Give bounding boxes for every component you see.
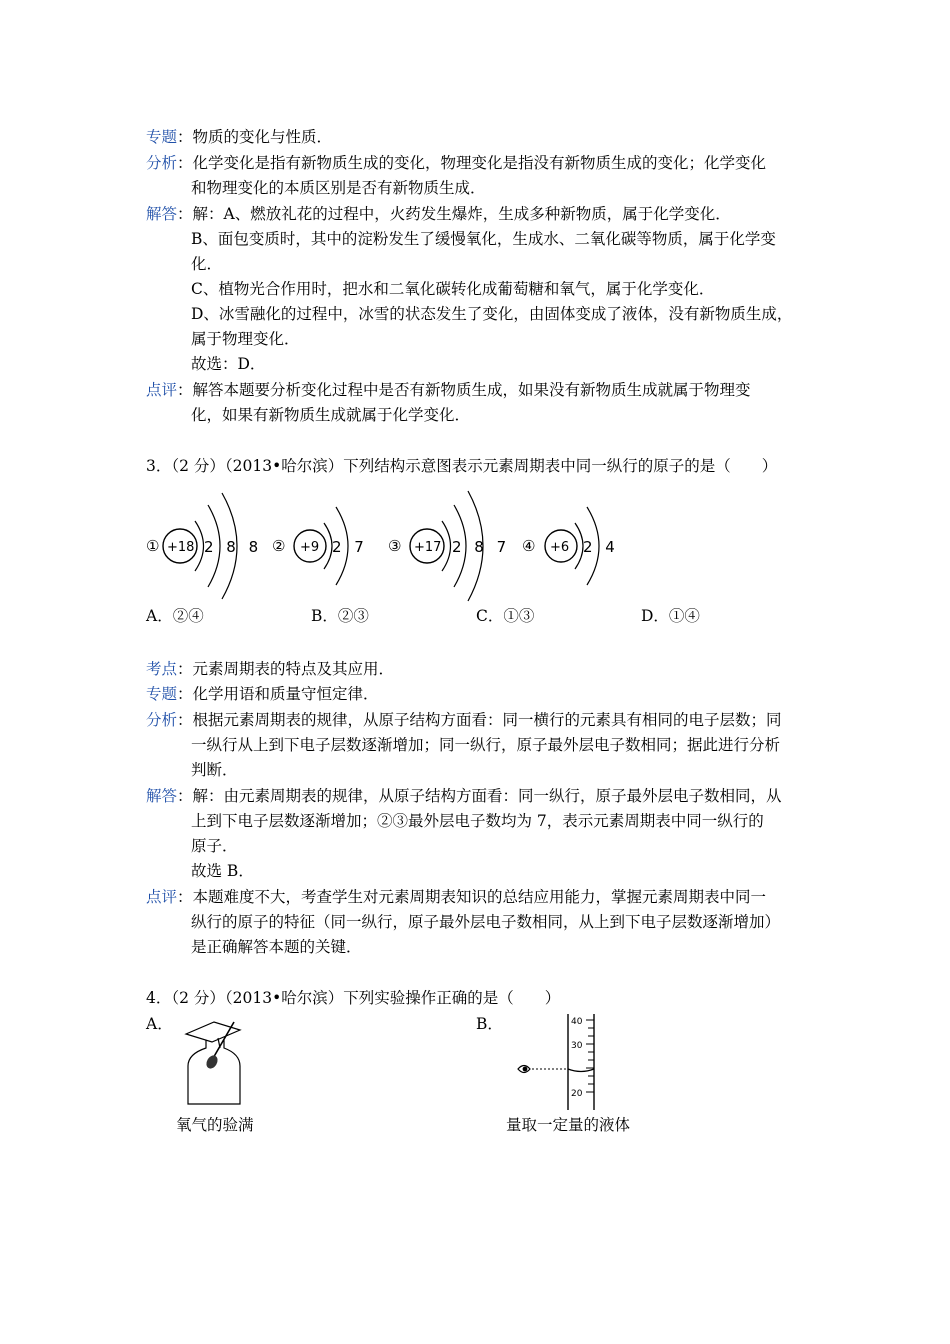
atom-4-nucleus: +6 (550, 540, 570, 555)
q3-option-c[interactable]: C．①③ (476, 607, 535, 625)
q2-jieda-c: C、植物光合作用时，把水和二氧化碳转化成葡萄糖和氧气，属于化学变化． (191, 280, 715, 298)
atom-3-nucleus: +17 (414, 540, 442, 555)
q3-fenxi-cont-2: 判断． (191, 761, 238, 779)
q3-kaodian: 考点：元素周期表的特点及其应用． (146, 660, 395, 678)
q3-jieda: 解答：解：由元素周期表的规律，从原子结构方面看：同一纵行，原子最外层电子数相同，从 (146, 787, 782, 805)
q2-dianping: 点评：解答本题要分析变化过程中是否有新物质生成，如果没有新物质生成就属于物理变 (146, 381, 751, 399)
q3-dianping-cont-2: 是正确解答本题的关键． (191, 938, 362, 956)
q2-fenxi-cont: 和物理变化的本质区别是否有新物质生成． (191, 179, 486, 197)
q3-dianping-cont-1: 纵行的原子的特征（同一纵行，原子最外层电子数相同，从上到下电子层数逐渐增加） (191, 913, 781, 931)
atom-structure-diagrams (140, 485, 640, 600)
q3-zhuanti: 专题：化学用语和质量守恒定律． (146, 685, 379, 703)
q3-jieda-cont-2: 原子． (191, 837, 238, 855)
q3-fenxi: 分析：根据元素周期表的规律，从原子结构方面看：同一横行的元素具有相同的电子层数；同 (146, 711, 782, 729)
cylinder-tick-20: 20 (571, 1089, 583, 1099)
q4-option-a-caption: 氧气的验满 (176, 1116, 254, 1134)
q3-dianping: 点评：本题难度不大，考查学生对元素周期表知识的总结应用能力，掌握元素周期表中同一 (146, 888, 767, 906)
q3-option-a[interactable]: A．②④ (146, 607, 204, 625)
q2-jieda-b-cont: 化． (191, 255, 223, 273)
eye-icon (518, 1066, 530, 1073)
q3-option-d[interactable]: D．①④ (641, 607, 700, 625)
atom-diagram-3 (388, 491, 510, 601)
graduated-cylinder-illustration (510, 1012, 610, 1112)
q2-jieda-d-cont: 属于物理变化． (191, 330, 300, 348)
atom-3-electrons: 2 8 7 (452, 538, 511, 556)
q2-jieda: 解答：解：A、燃放礼花的过程中，火药发生爆炸，生成多种新物质，属于化学变化． (146, 205, 731, 223)
atom-1-index: ① (146, 537, 160, 555)
q3-answer: 故选 B． (191, 862, 254, 880)
q3-jieda-cont-1: 上到下电子层数逐渐增加；②③最外层电子数均为 7，表示元素周期表中同一纵行的 (191, 812, 764, 830)
q4-option-b-caption: 量取一定量的液体 (506, 1116, 631, 1134)
q4-option-a-label[interactable]: A． (146, 1015, 173, 1033)
atom-2-electrons: 2 7 (332, 538, 368, 556)
q3-fenxi-cont-1: 一纵行从上到下电子层数逐渐增加；同一纵行，原子最外层电子数相同；据此进行分析 (191, 736, 781, 754)
q4-question: 4．（2 分）（2013•哈尔滨）下列实验操作正确的是（ ） (146, 989, 561, 1007)
q2-fenxi: 分析：化学变化是指有新物质生成的变化，物理变化是指没有新物质生成的变化；化学变化 (146, 154, 767, 172)
atom-2-index: ② (272, 537, 286, 555)
q2-jieda-b: B、面包变质时，其中的淀粉发生了缓慢氧化，生成水、二氧化碳等物质，属于化学变 (191, 230, 776, 248)
q3-question: 3．（2 分）（2013•哈尔滨）下列结构示意图表示元素周期表中同一纵行的原子的是（ ） (146, 457, 778, 475)
q2-dianping-cont: 化，如果有新物质生成就属于化学变化． (191, 406, 471, 424)
atom-diagram-4 (522, 507, 619, 585)
atom-2-nucleus: +9 (300, 540, 320, 555)
atom-1-nucleus: +18 (167, 540, 195, 555)
q2-zhuanti: 专题：物质的变化与性质． (146, 128, 333, 146)
atom-4-electrons: 2 4 (583, 538, 619, 556)
cylinder-tick-30: 30 (571, 1041, 583, 1051)
q2-jieda-d: D、冰雪融化的过程中，冰雪的状态发生了变化，由固体变成了液体，没有新物质生成， (191, 305, 793, 323)
cylinder-tick-40: 40 (571, 1017, 583, 1027)
atom-1-electrons: 2 8 8 (204, 538, 263, 556)
q2-answer: 故选：D． (191, 355, 266, 373)
atom-diagram-2 (272, 507, 368, 585)
atom-3-index: ③ (388, 537, 402, 555)
q3-option-b[interactable]: B．②③ (311, 607, 369, 625)
q4-option-b-label[interactable]: B． (476, 1015, 503, 1033)
atom-diagram-1 (146, 493, 262, 599)
atom-4-index: ④ (522, 537, 536, 555)
oxygen-jar-illustration (180, 1018, 260, 1108)
